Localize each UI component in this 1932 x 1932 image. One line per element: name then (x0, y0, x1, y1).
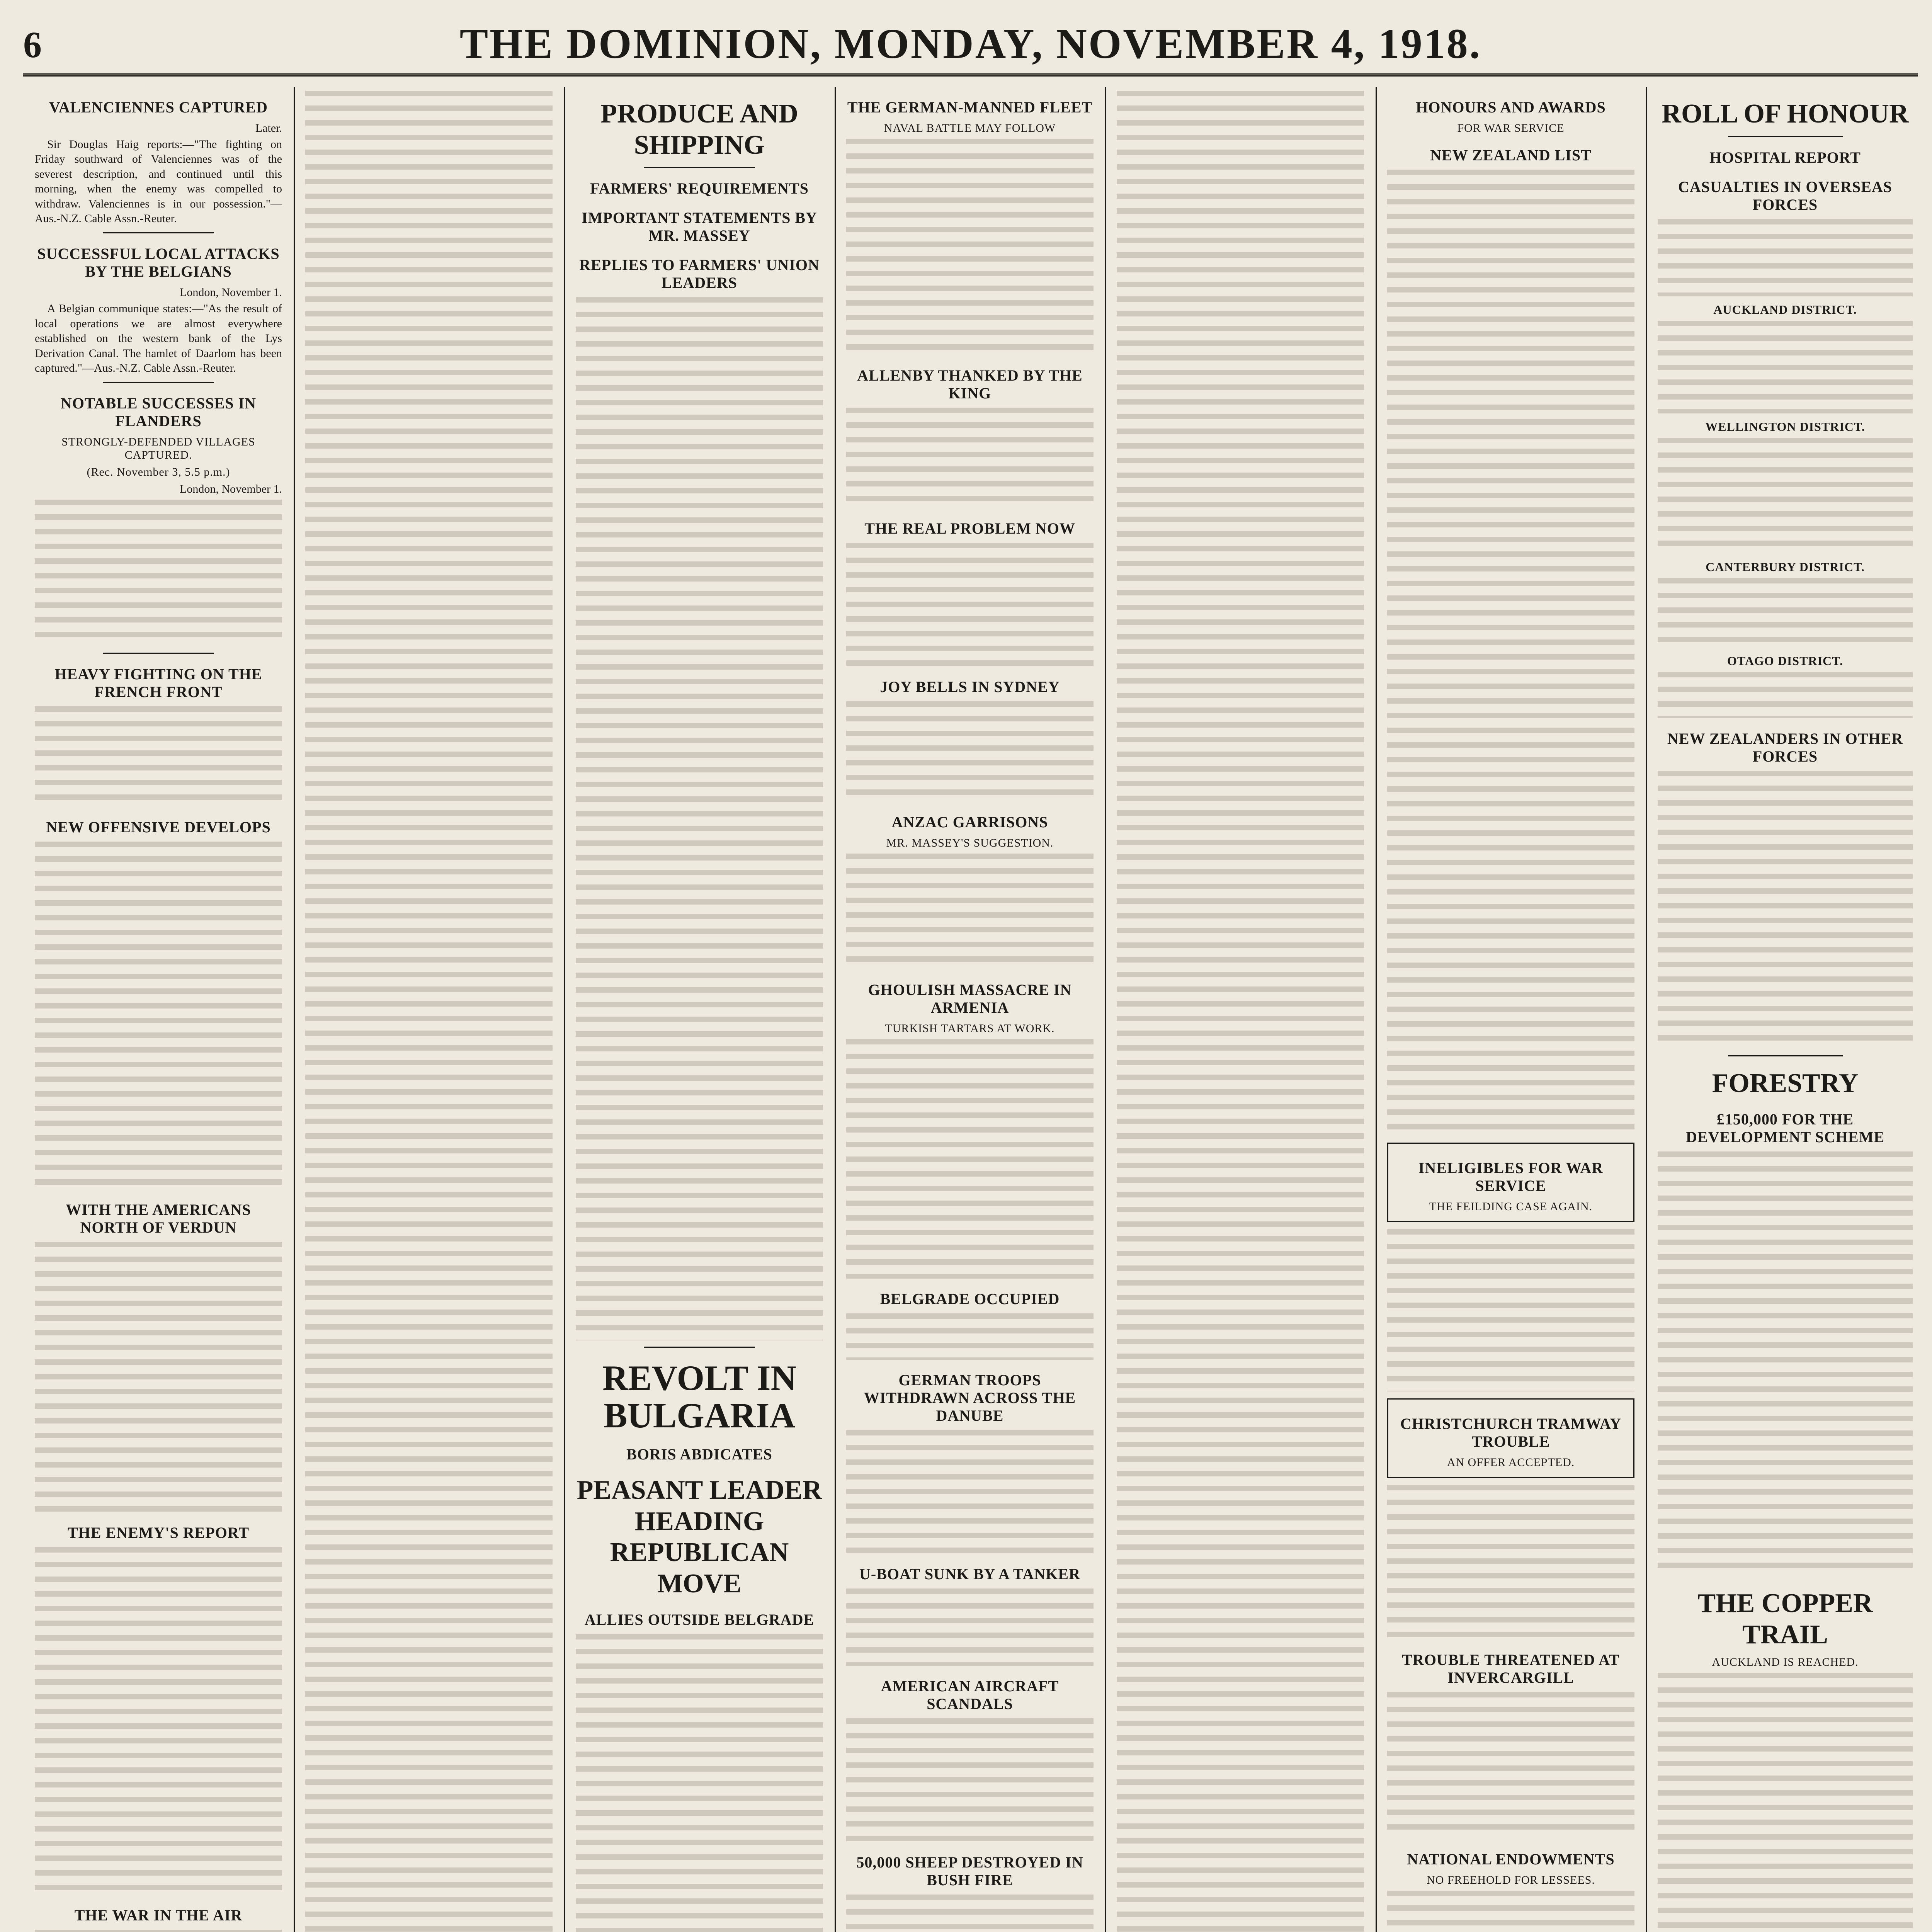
received-note: (Rec. November 3, 5.5 p.m.) (87, 466, 230, 479)
article-body-placeholder (1658, 578, 1913, 648)
subheadline: £150,000 FOR THE DEVELOPMENT SCHEME (1686, 1111, 1884, 1146)
column-rule (564, 87, 565, 1932)
article-body-placeholder (846, 408, 1094, 508)
article-body-placeholder (1387, 1485, 1634, 1639)
article-body-placeholder (846, 854, 1094, 969)
column-4 (838, 87, 1101, 1932)
article-body-placeholder (35, 1242, 282, 1512)
column-5 (1109, 87, 1372, 1932)
district-heading: WELLINGTON DISTRICT. (1705, 419, 1865, 434)
article-body-placeholder (846, 1895, 1094, 1932)
subheadline: THE FEILDING CASE AGAIN. (1429, 1200, 1593, 1213)
subheadline: TURKISH TARTARS AT WORK. (885, 1022, 1055, 1035)
tramway-box (1387, 1398, 1634, 1478)
subheadline: NEW ZEALAND LIST (1430, 146, 1592, 164)
headline-other-forces: NEW ZEALANDERS IN OTHER FORCES (1667, 730, 1903, 765)
subheadline: REPLIES TO FARMERS' UNION LEADERS (579, 256, 820, 291)
district-heading: OTAGO DISTRICT. (1727, 653, 1844, 668)
article-body-placeholder (1658, 771, 1913, 1049)
headline-honours-awards: HONOURS AND AWARDS (1416, 99, 1606, 116)
article-body-placeholder (35, 842, 282, 1189)
newspaper-title: THE DOMINION, MONDAY, NOVEMBER 4, 1918. (459, 20, 1482, 67)
article-body-placeholder (576, 297, 823, 1340)
article-body-placeholder (305, 91, 553, 1932)
subheadline: HOSPITAL REPORT (1709, 148, 1861, 166)
subheadline: NO FREEHOLD FOR LESSEES. (1427, 1874, 1595, 1886)
headline-valenciennes: VALENCIENNES CAPTURED (49, 99, 268, 116)
ineligibles-box (1387, 1143, 1634, 1222)
column-1 (27, 87, 290, 1932)
headline-danube: GERMAN TROOPS WITHDRAWN ACROSS THE DANUBE (864, 1371, 1076, 1424)
divider (1728, 1055, 1843, 1056)
subheadline: ALLIES OUTSIDE BELGRADE (584, 1611, 815, 1629)
subheadline: IMPORTANT STATEMENTS BY MR. MASSEY (582, 209, 817, 244)
article-text: Sir Douglas Haig reports:—"The fighting on Friday southward of Valenciennes was of the severest description, and continued until this morning, when the enemy was compelled to withdraw. Valenciennes is in our possession."—Aus.-N.Z. Cable Assn.-Reuter. (35, 138, 282, 225)
column-rule (294, 87, 295, 1932)
article-body-placeholder (846, 139, 1094, 355)
article-body-placeholder (846, 1313, 1094, 1360)
subheadline: MR. MASSEY'S SUGGESTION. (886, 837, 1054, 849)
divider (103, 382, 214, 383)
headline-enemy-report: THE ENEMY'S REPORT (68, 1524, 249, 1542)
article-text: A Belgian communique states:—"As the result of local operations we are almost everywhere established on the western bank of the Lys Derivation Canal. The hamlet of Daarlom has been captured."—Aus.-N.Z. Cable Assn.-Reuter. (35, 302, 282, 374)
article-body-placeholder (846, 543, 1094, 667)
headline-americans-verdun: WITH THE AMERICANS NORTH OF VERDUN (66, 1201, 251, 1236)
article-body-placeholder (846, 701, 1094, 802)
column-7 (1650, 87, 1920, 1932)
subheadline: AUCKLAND IS REACHED. (1712, 1656, 1859, 1668)
subheadline: BORIS ABDICATES (626, 1446, 772, 1463)
headline-ineligibles: INELIGIBLES FOR WAR SERVICE (1418, 1159, 1604, 1194)
headline-french-front: HEAVY FIGHTING ON THE FRENCH FRONT (54, 665, 262, 701)
divider (1728, 136, 1843, 137)
headline-invercargill: TROUBLE THREATENED AT INVERCARGILL (1402, 1651, 1620, 1686)
column-3 (568, 87, 831, 1932)
article-body-placeholder (576, 1634, 823, 1932)
headline-forestry: FORESTRY (1712, 1068, 1859, 1098)
article-body-placeholder (1658, 219, 1913, 296)
column-rule (835, 87, 836, 1932)
headline-flanders: NOTABLE SUCCESSES IN FLANDERS (60, 395, 257, 430)
article-body-placeholder (1387, 1229, 1634, 1391)
headline-anzac-garrisons: ANZAC GARRISONS (891, 813, 1048, 831)
headline-aircraft-scandals: AMERICAN AIRCRAFT SCANDALS (881, 1677, 1059, 1713)
headline-allenby: ALLENBY THANKED BY THE KING (857, 367, 1083, 402)
subheadline: FOR WAR SERVICE (1457, 122, 1565, 134)
subheadline: CASUALTIES IN OVERSEAS FORCES (1678, 178, 1893, 213)
divider (644, 167, 755, 168)
divider (644, 1347, 755, 1348)
district-heading: CANTERBURY DISTRICT. (1706, 560, 1865, 574)
article-body-placeholder (35, 1930, 282, 1932)
article-body-placeholder (846, 1039, 1094, 1279)
headline-new-offensive: NEW OFFENSIVE DEVELOPS (46, 818, 271, 836)
headline-copper-trail: THE COPPER TRAIL (1697, 1588, 1873, 1650)
headline-joy-bells: JOY BELLS IN SYDNEY (880, 678, 1060, 696)
article-body-placeholder (846, 1588, 1094, 1666)
page-number: 6 (23, 24, 42, 65)
article-body-placeholder (35, 1547, 282, 1895)
headline-roll-of-honour: ROLL OF HONOUR (1662, 99, 1909, 129)
dateline: Later. (255, 122, 282, 134)
article-body-placeholder (1387, 1891, 1634, 1932)
headline-endowments: NATIONAL ENDOWMENTS (1407, 1850, 1615, 1868)
headline-real-problem: THE REAL PROBLEM NOW (864, 520, 1075, 537)
article-body-placeholder (1658, 438, 1913, 554)
subheadline: PEASANT LEADER HEADING REPUBLICAN MOVE (577, 1475, 822, 1599)
divider (103, 653, 214, 654)
headline-produce-shipping: PRODUCE AND SHIPPING (600, 99, 798, 160)
headline-u-boat: U-BOAT SUNK BY A TANKER (859, 1565, 1080, 1583)
article-body-placeholder (1658, 1673, 1913, 1932)
headline-tramway: CHRISTCHURCH TRAMWAY TROUBLE (1400, 1415, 1622, 1450)
article-body-placeholder (1658, 1151, 1913, 1577)
headline-sheep-fire: 50,000 SHEEP DESTROYED IN BUSH FIRE (856, 1854, 1083, 1889)
subheadline: AN OFFER ACCEPTED. (1447, 1456, 1575, 1469)
article-body-placeholder (35, 500, 282, 646)
headline-belgrade-occupied: BELGRADE OCCUPIED (880, 1290, 1060, 1308)
district-heading: AUCKLAND DISTRICT. (1713, 302, 1857, 316)
headline-war-in-air: THE WAR IN THE AIR (74, 1906, 243, 1924)
headline-german-fleet: THE GERMAN-MANNED FLEET (847, 99, 1093, 116)
subheadline: NAVAL BATTLE MAY FOLLOW (884, 122, 1056, 134)
dateline: London, November 1. (180, 286, 282, 299)
article-body-placeholder (1117, 91, 1364, 1932)
article-body-placeholder (1387, 170, 1634, 1136)
article-body-placeholder (846, 1430, 1094, 1554)
column-rule (1646, 87, 1647, 1932)
subheadline: FARMERS' REQUIREMENTS (590, 180, 809, 197)
headline-revolt-bulgaria: REVOLT IN BULGARIA (602, 1358, 796, 1435)
headline-belgians: SUCCESSFUL LOCAL ATTACKS BY THE BELGIANS (37, 245, 280, 281)
article-body-placeholder (1387, 1692, 1634, 1839)
column-2 (298, 87, 560, 1932)
column-6 (1379, 87, 1642, 1932)
article-body-placeholder (1658, 321, 1913, 413)
subheadline: STRONGLY-DEFENDED VILLAGES CAPTURED. (61, 435, 255, 462)
column-rule (1376, 87, 1377, 1932)
column-rule (1105, 87, 1106, 1932)
masthead (23, 15, 1918, 77)
headline-armenia: GHOULISH MASSACRE IN ARMENIA (868, 981, 1072, 1016)
divider (103, 232, 214, 233)
dateline: London, November 1. (180, 483, 282, 496)
article-body-placeholder (1658, 672, 1913, 718)
article-body-placeholder (35, 706, 282, 807)
article-body-placeholder (846, 1718, 1094, 1842)
